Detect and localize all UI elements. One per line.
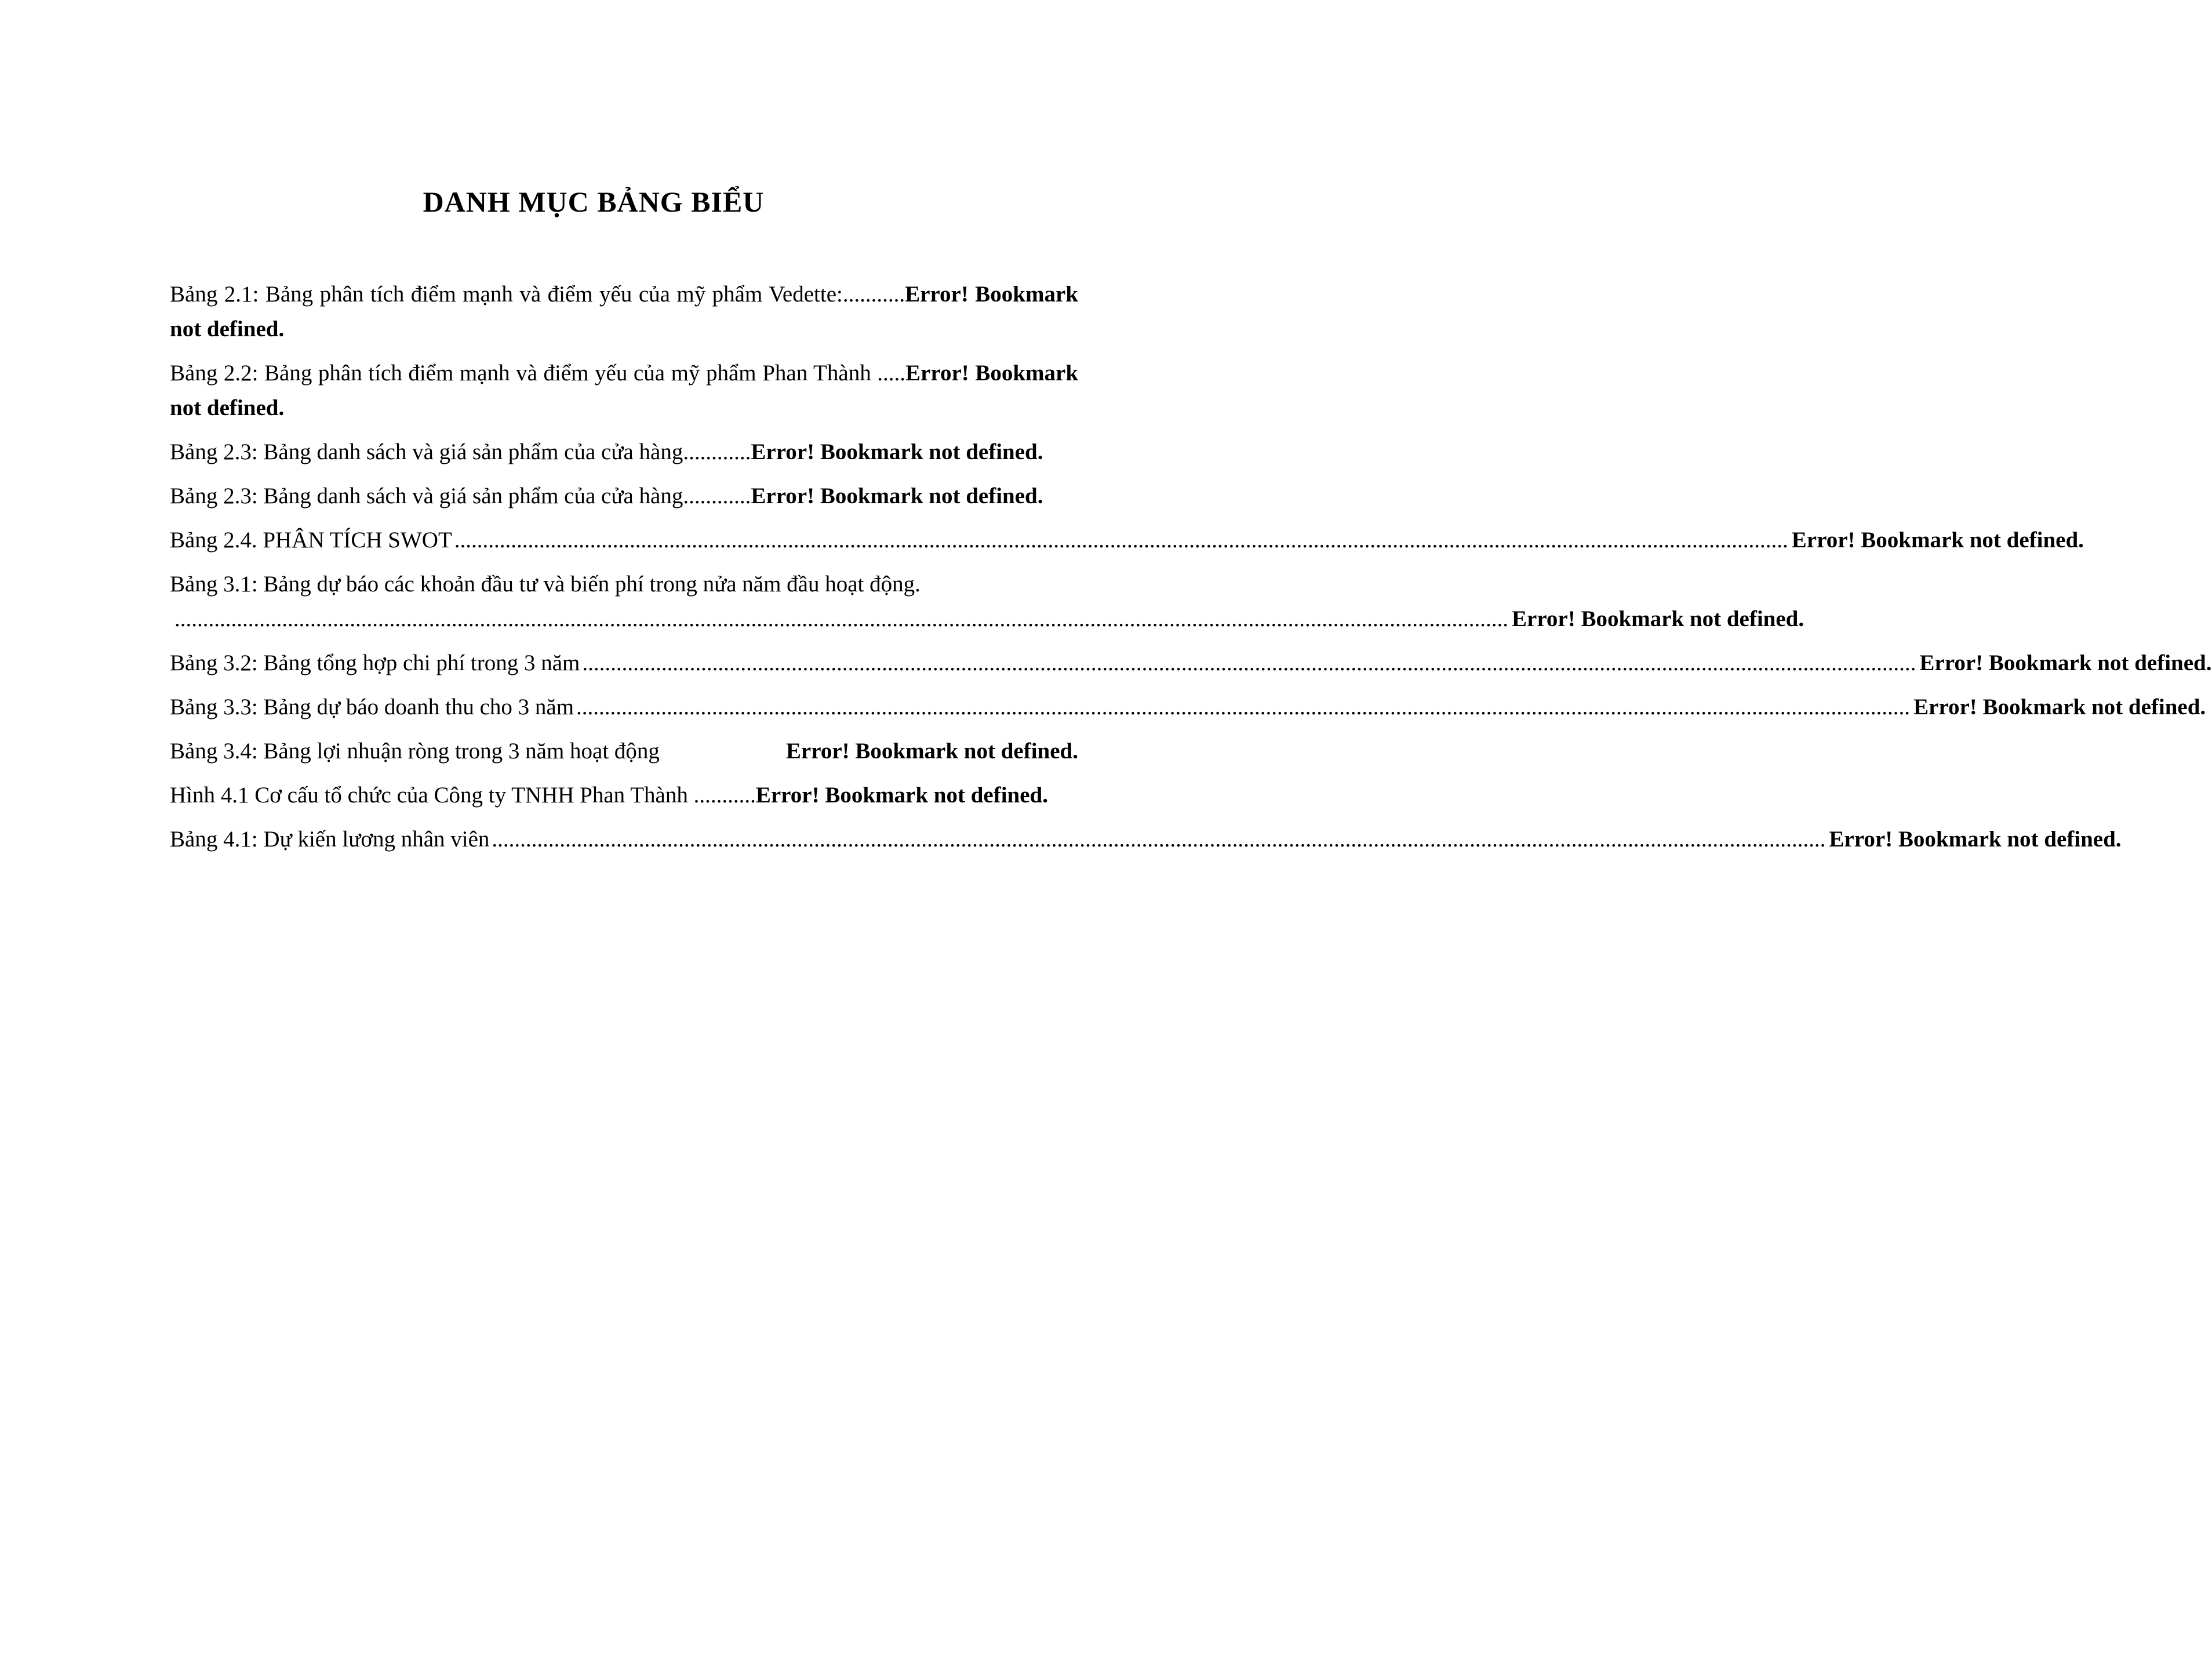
toc-entry-error: Error! Bookmark not defined. — [1829, 827, 2122, 852]
toc-entry[interactable] — [170, 479, 1078, 514]
toc-entry-label: Bảng 2.1: Bảng phân tích điểm mạnh và điểm yếu của mỹ phẩm Vedette: — [170, 282, 843, 307]
toc-leader: ..... — [877, 361, 906, 386]
toc-entry-label: Bảng 3.4: Bảng lợi nhuận ròng trong 3 năm hoạt động — [170, 739, 660, 764]
toc-entry-label: Bảng 3.1: Bảng dự báo các khoản đầu tư và biến phí trong nửa năm đầu hoạt động. — [170, 572, 921, 597]
toc-entry-label: Bảng 3.2: Bảng tổng hợp chi phí trong 3 năm — [170, 650, 580, 675]
toc-entry-error: Error! Bookmark not defined. — [170, 361, 1079, 420]
toc-entry-error: Error! Bookmark not defined. — [1512, 606, 1804, 631]
toc-entry-label: Bảng 2.2: Bảng phân tích điểm mạnh và điểm yếu của mỹ phẩm Phan Thành — [170, 361, 871, 386]
toc-entry-error: Error! Bookmark not defined. — [1913, 695, 2206, 719]
toc-leader: ............................................................................................................................................................................................................................................ — [174, 606, 1508, 631]
toc-leader: ............................................................................................................................................................................................................................................ — [576, 695, 1911, 719]
page-title: DANH MỤC BẢNG BIỂU — [423, 186, 765, 218]
toc-entry[interactable] — [170, 734, 1078, 769]
toc-leader: ........... — [842, 282, 905, 307]
toc-leader: ........... — [693, 783, 756, 808]
toc-entry-error: Error! Bookmark not defined. — [751, 439, 1043, 464]
toc-entry-error: Error! Bookmark not defined. — [755, 783, 1048, 808]
toc-leader: ............................................................................................................................................................................................................................................ — [582, 650, 1916, 675]
toc-leader: ............................................................................................................................................................................................................................................ — [492, 827, 1826, 852]
toc-entry[interactable] — [170, 646, 2212, 681]
toc-entry-label: Bảng 4.1: Dự kiến lương nhân viên — [170, 827, 490, 852]
toc-entry[interactable] — [170, 778, 1078, 813]
toc-entry[interactable] — [170, 822, 2122, 857]
toc-entry-label: Hình 4.1 Cơ cấu tổ chức của Công ty TNHH Phan Thành — [170, 783, 688, 808]
toc-entry[interactable] — [170, 435, 1078, 470]
toc-entry-label: Bảng 2.3: Bảng danh sách và giá sản phẩm của cửa hàng. — [170, 439, 689, 464]
toc-entry-error: Error! Bookmark not defined. — [170, 282, 1078, 341]
toc-entry-error: Error! Bookmark not defined. — [751, 484, 1043, 508]
toc-entry-label: Bảng 2.3: Bảng danh sách và giá sản phẩm của cửa hàng. — [170, 484, 689, 508]
toc-entry-label: Bảng 3.3: Bảng dự báo doanh thu cho 3 năm — [170, 695, 574, 719]
toc-entry-label: Bảng 2.4. PHÂN TÍCH SWOT — [170, 528, 452, 553]
toc-entry-error: Error! Bookmark not defined. — [1791, 528, 2084, 553]
toc-leader: ........... — [689, 484, 751, 508]
toc-entry[interactable] — [170, 277, 1078, 347]
toc-leader: ........... — [689, 439, 751, 464]
toc-entry[interactable] — [170, 523, 2084, 558]
toc-entry[interactable] — [170, 567, 1804, 637]
toc-entry[interactable] — [170, 356, 1078, 426]
table-of-tables — [170, 277, 2212, 866]
toc-leader: ............................................................................................................................................................................................................................................ — [454, 528, 1788, 553]
toc-entry-error: Error! Bookmark not defined. — [1919, 650, 2212, 675]
toc-entry-error: Error! Bookmark not defined. — [785, 739, 1078, 764]
toc-entry[interactable] — [170, 690, 2206, 725]
